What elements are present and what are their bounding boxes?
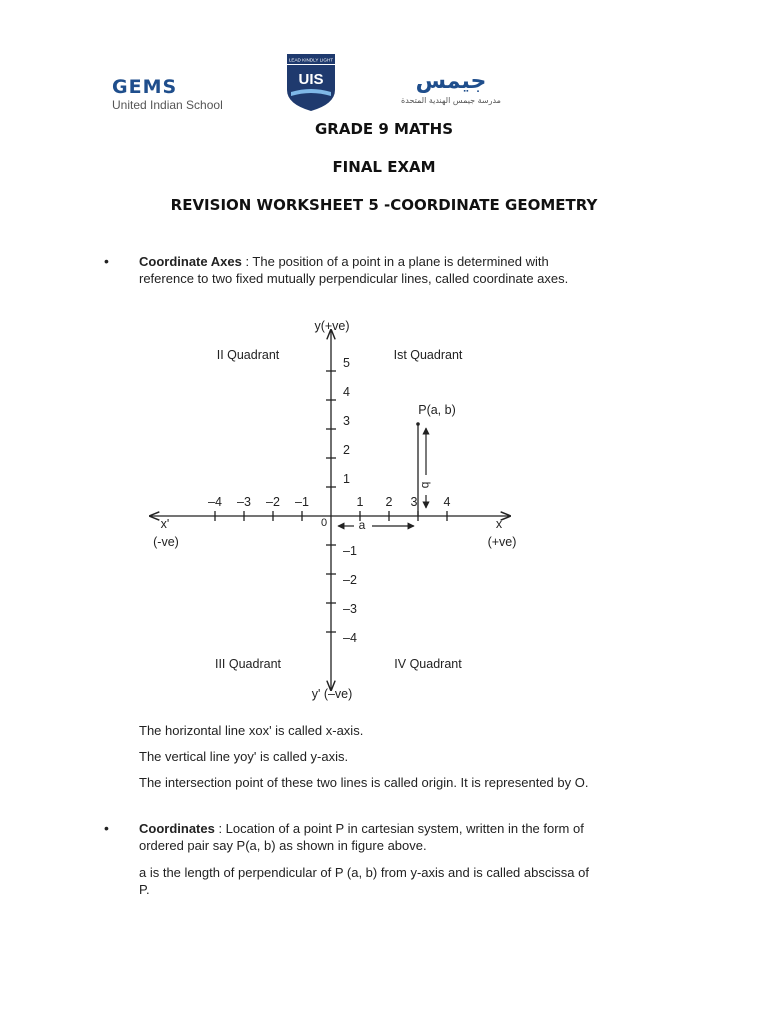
x-tick-label: –1 xyxy=(295,495,309,509)
arabic-logo-word: جيمس xyxy=(415,69,487,94)
y-positive-label: y(+ve) xyxy=(314,319,350,333)
gems-logo-word: GEMS xyxy=(112,76,178,98)
coordinates-term: Coordinates xyxy=(139,821,215,836)
arabic-logo-subtitle: مدرسة جيمس الهندية المتحدة xyxy=(401,96,501,105)
x-negative-sign: (-ve) xyxy=(153,535,179,549)
bullet-marker: • xyxy=(104,820,109,836)
coordinates-text: : Location of a point P in cartesian system, written in the form of ordered pair say P(a, b) as shown in figure above. xyxy=(139,821,584,853)
y-tick-label: 2 xyxy=(343,443,350,457)
y-negative-label: y' (–ve) xyxy=(311,687,353,701)
coordinate-axes-text: : The position of a point in a plane is determined with reference to two fixed mutually perpendicular lines, called coordinate axes. xyxy=(139,254,569,286)
x-tick-label: 4 xyxy=(443,495,451,509)
logo-bar xyxy=(0,52,768,114)
heading-exam: FINAL EXAM xyxy=(332,158,436,176)
x-tick-label: –4 xyxy=(208,495,222,509)
abscissa-note: a is the length of perpendicular of P (a, b) from y-axis and is called abscissa of P. xyxy=(139,865,589,897)
heading-worksheet-title: REVISION WORKSHEET 5 -COORDINATE GEOMETRY xyxy=(170,196,598,214)
coordinates-definition xyxy=(139,820,599,854)
y-tick-label: –4 xyxy=(343,631,357,645)
a-distance-label: a xyxy=(358,518,366,532)
heading-grade: GRADE 9 MATHS xyxy=(314,120,453,138)
gems-logo-subtitle: United Indian School xyxy=(112,98,223,112)
y-tick-label: –2 xyxy=(343,573,357,587)
y-tick-label: 4 xyxy=(343,385,350,399)
uis-tagline: LEAD KINDLY LIGHT xyxy=(288,57,334,63)
y-axis-note: The vertical line yoy' is called y-axis. xyxy=(139,749,349,764)
y-tick-label: –1 xyxy=(343,544,357,558)
quadrant-3-label: III Quadrant xyxy=(214,657,282,671)
bullet-marker: • xyxy=(104,253,109,269)
x-negative-label: x' xyxy=(160,517,170,531)
coordinate-axes-term: Coordinate Axes xyxy=(139,254,242,269)
x-positive-label: x xyxy=(495,517,503,531)
y-tick-label: 3 xyxy=(343,414,350,428)
quadrant-1-label: Ist Quadrant xyxy=(393,348,463,362)
x-tick-label: 1 xyxy=(356,495,364,509)
x-tick-label: 2 xyxy=(385,495,393,509)
quadrant-4-label: IV Quadrant xyxy=(394,657,462,671)
y-tick-label: 5 xyxy=(343,356,350,370)
x-axis-note: The horizontal line xox' is called x-axis. xyxy=(139,723,364,738)
x-tick-label: –3 xyxy=(237,495,251,509)
coordinate-axes-figure xyxy=(0,310,768,710)
x-tick-label: 3 xyxy=(410,495,418,509)
b-distance-label: b xyxy=(419,481,433,489)
uis-shield-logo xyxy=(285,54,337,112)
origin-label: 0 xyxy=(320,517,328,529)
x-axis-ticks xyxy=(208,495,450,521)
gems-logo xyxy=(112,78,223,113)
origin-note: The intersection point of these two lines is called origin. It is represented by O. xyxy=(139,775,589,790)
point-p-label: P(a, b) xyxy=(418,403,456,417)
point-p-marker xyxy=(416,422,420,426)
coordinate-axes-definition xyxy=(139,253,599,287)
x-tick-label: –2 xyxy=(266,495,280,509)
y-tick-label: 1 xyxy=(343,472,350,486)
gems-arabic-logo xyxy=(390,70,512,106)
uis-word: UIS xyxy=(298,71,324,88)
x-positive-sign: (+ve) xyxy=(487,535,517,549)
quadrant-2-label: II Quadrant xyxy=(216,348,280,362)
y-tick-label: –3 xyxy=(343,602,357,616)
